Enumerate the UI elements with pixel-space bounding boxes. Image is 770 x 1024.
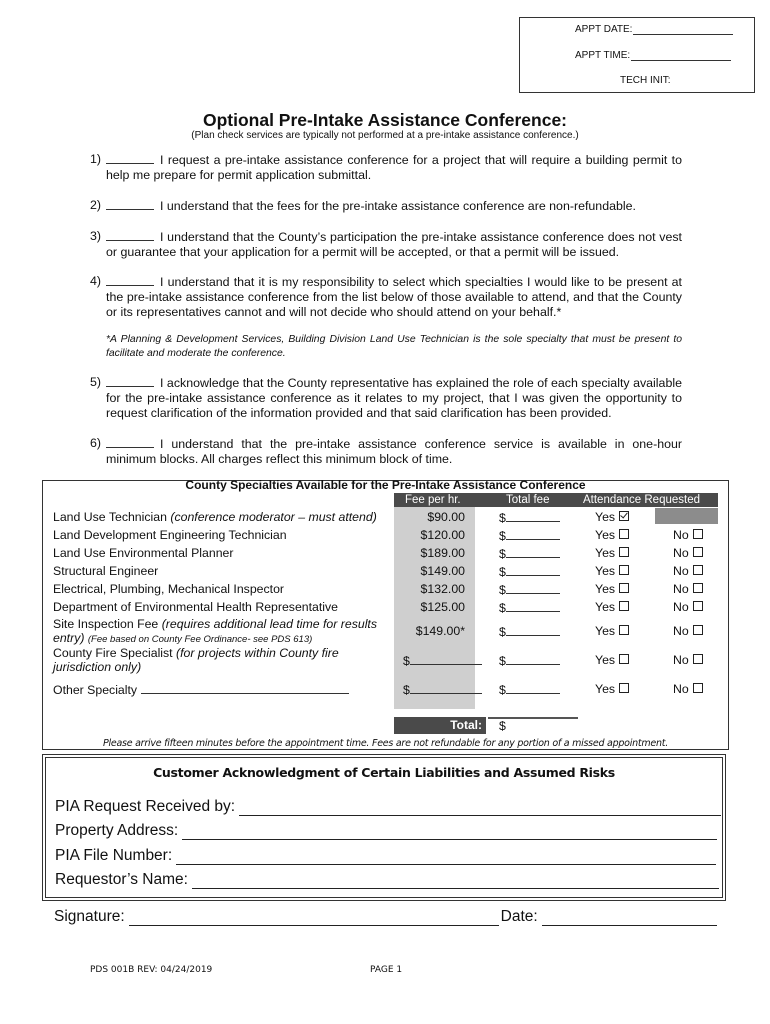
signature-row <box>54 908 717 926</box>
no-option[interactable] <box>673 682 703 696</box>
specialty-name <box>53 646 388 674</box>
no-checkbox[interactable] <box>693 654 703 664</box>
specialty-name <box>53 617 388 647</box>
specialty-note: (for projects within County fire jurisdiction only) <box>53 646 339 674</box>
no-option[interactable] <box>673 600 703 614</box>
yes-checkbox[interactable] <box>619 654 629 664</box>
specialties-table <box>42 480 729 750</box>
yes-option[interactable] <box>595 582 629 596</box>
total-fee-field[interactable] <box>506 653 560 665</box>
fee-value: $90.00 <box>427 510 465 524</box>
property-address-label: Property Address: <box>55 822 179 839</box>
statement-text: I acknowledge that the County representative has explained the role of each specialty available for the pre-intake assistance conference as it relates to my project, that I was given the opportunity to request clarification of the information provided and that said clarification has been provided. <box>106 376 682 420</box>
specialty-label: Land Use Technician <box>53 510 167 524</box>
specialty-note: (requires additional lead time for results entry) <box>53 617 378 645</box>
appt-time-label: APPT TIME: <box>575 50 631 61</box>
fee-value: $149.00* <box>415 624 465 638</box>
total-prefix: $ <box>499 529 506 543</box>
no-label: No <box>673 564 689 578</box>
yes-option[interactable] <box>595 564 629 578</box>
yes-option[interactable] <box>595 528 629 542</box>
fee-value: $125.00 <box>420 600 465 614</box>
page-title: Optional Pre-Intake Assistance Conference: <box>202 110 568 130</box>
yes-checkbox[interactable] <box>619 565 629 575</box>
other-specialty-field[interactable] <box>141 682 349 694</box>
specialty-name: Structural Engineer <box>53 564 159 578</box>
total-fee-field[interactable] <box>506 600 560 612</box>
statement-text: I understand that the fees for the pre-intake assistance conference are non-refundable. <box>160 199 636 213</box>
page-number: PAGE 1 <box>370 965 403 975</box>
specialty-note: *A Planning & Development Services, Building Division Land Use Technician is the sole specialty that must be present to facilitate and moderate the conference. <box>106 334 682 359</box>
yes-label: Yes <box>595 653 616 667</box>
initial-field[interactable] <box>106 229 154 241</box>
no-option[interactable] <box>673 528 703 542</box>
total-prefix: $ <box>499 583 506 597</box>
yes-label: Yes <box>595 510 616 524</box>
appt-date-field[interactable] <box>633 24 733 35</box>
specialty-label: County Fire Specialist <box>53 646 173 660</box>
total-fee-field[interactable] <box>506 682 560 694</box>
date-field[interactable] <box>542 909 717 926</box>
statement-number: 2) <box>90 198 102 212</box>
no-checkbox[interactable] <box>693 547 703 557</box>
yes-option[interactable] <box>595 653 629 667</box>
pia-received-field[interactable] <box>239 799 721 816</box>
total-fee-field[interactable] <box>506 624 560 636</box>
statement-number: 6) <box>90 436 102 450</box>
specialty-label: Other Specialty <box>53 683 138 697</box>
specialty-name <box>53 510 388 524</box>
total-prefix: $ <box>499 719 506 733</box>
total-prefix: $ <box>499 683 506 697</box>
no-checkbox[interactable] <box>693 583 703 593</box>
appt-date-row <box>575 24 733 35</box>
no-option[interactable] <box>673 653 703 667</box>
statement-number: 5) <box>90 375 102 389</box>
specialty-name: Department of Environmental Health Representative <box>53 600 339 614</box>
no-checkbox[interactable] <box>693 565 703 575</box>
statement-number: 3) <box>90 229 102 243</box>
appt-time-row <box>575 50 731 61</box>
appointment-box <box>519 17 755 93</box>
specialty-name <box>53 682 388 697</box>
initial-field[interactable] <box>106 152 154 164</box>
no-label: No <box>673 653 689 667</box>
no-label: No <box>673 528 689 542</box>
appt-time-field[interactable] <box>631 50 731 61</box>
yes-label: Yes <box>595 682 616 696</box>
no-option[interactable] <box>673 624 703 638</box>
total-prefix: $ <box>499 511 506 525</box>
statement-text: I understand that it is my responsibility to select which specialties I would like to be present at the pre-intake assistance conference from the list below of those available to attend, and that the County or its representatives cannot and will not decide who should attend on your behalf.* <box>106 275 682 319</box>
tech-init-label: TECH INIT: <box>620 75 671 86</box>
yes-option[interactable] <box>595 546 629 560</box>
requestor-name-label: Requestor’s Name: <box>55 871 188 888</box>
no-checkbox[interactable] <box>693 529 703 539</box>
revision-footer: PDS 001B REV: 04/24/2019 <box>90 965 213 975</box>
fee-value: $189.00 <box>420 546 465 560</box>
no-option[interactable] <box>673 546 703 560</box>
yes-checkbox[interactable] <box>619 529 629 539</box>
grand-total-field[interactable] <box>499 719 506 733</box>
yes-label: Yes <box>595 600 616 614</box>
col-total-header: Total fee <box>506 494 550 506</box>
requestor-name-field[interactable] <box>192 872 719 889</box>
initial-field[interactable] <box>106 198 154 210</box>
no-checkbox[interactable] <box>693 625 703 635</box>
yes-checkbox[interactable] <box>619 601 629 611</box>
yes-label: Yes <box>595 546 616 560</box>
pia-received-label: PIA Request Received by: <box>55 798 236 815</box>
initial-field[interactable] <box>106 274 154 286</box>
total-fee-field[interactable] <box>506 546 560 558</box>
property-address-field[interactable] <box>182 823 717 840</box>
no-option[interactable] <box>673 582 703 596</box>
yes-label: Yes <box>595 528 616 542</box>
signature-label: Signature: <box>54 908 125 925</box>
initial-field[interactable] <box>106 375 154 387</box>
page-subtitle: (Plan check services are typically not performed at a pre-intake assistance conference.) <box>191 130 579 141</box>
specialty-label: Site Inspection Fee <box>53 617 159 631</box>
total-fee-field[interactable] <box>506 510 560 522</box>
pia-file-number-row <box>55 847 716 865</box>
pia-file-number-field[interactable] <box>176 848 716 865</box>
yes-label: Yes <box>595 624 616 638</box>
requestor-name-row <box>55 871 719 889</box>
total-fee-field[interactable] <box>506 582 560 594</box>
yes-option[interactable] <box>595 600 629 614</box>
yes-checkbox[interactable] <box>619 547 629 557</box>
specialty-note: (conference moderator – must attend) <box>170 510 377 524</box>
col-attendance-header: Attendance Requested <box>583 494 701 506</box>
pia-file-number-label: PIA File Number: <box>55 847 173 864</box>
fee-value: $149.00 <box>420 564 465 578</box>
yes-checkbox-checked[interactable] <box>619 511 629 521</box>
no-option[interactable] <box>673 564 703 578</box>
yes-option[interactable] <box>595 682 629 696</box>
no-label: No <box>673 600 689 614</box>
no-label: No <box>673 682 689 696</box>
statement-text: I understand that the County’s participation the pre-intake assistance conference does not vest or guarantee that your application for a permit will be accepted, or that a permit will be issued. <box>106 230 682 259</box>
specialties-title: County Specialties Available for the Pre-Intake Assistance Conference <box>185 478 586 492</box>
date-label: Date: <box>500 908 538 925</box>
acknowledgment-title: Customer Acknowledgment of Certain Liabilities and Assumed Risks <box>153 765 615 780</box>
total-prefix: $ <box>499 547 506 561</box>
fee-field[interactable] <box>410 653 482 665</box>
fee-prefix: $ <box>403 654 410 668</box>
pia-received-row <box>55 798 721 816</box>
appt-date-label: APPT DATE: <box>575 24 633 35</box>
statement-text: I request a pre-intake assistance conference for a project that will require a building permit to help me prepare for permit application submittal. <box>106 153 682 182</box>
yes-option[interactable] <box>595 624 629 638</box>
total-prefix: $ <box>499 565 506 579</box>
arrival-note: Please arrive fifteen minutes before the appointment time. Fees are not refundable for any portion of a missed appointment. <box>103 738 668 749</box>
no-checkbox[interactable] <box>693 601 703 611</box>
tech-init-row <box>620 75 671 86</box>
fee-value: $132.00 <box>420 582 465 596</box>
total-fee-field[interactable] <box>506 528 560 540</box>
statement-text: I understand that the pre-intake assistance conference service is available in one-hour minimum blocks. All charges reflect this minimum block of time. <box>106 437 682 466</box>
statement-number: 1) <box>90 152 102 166</box>
yes-checkbox[interactable] <box>619 625 629 635</box>
specialty-name: Land Development Engineering Technician <box>53 528 287 542</box>
total-prefix: $ <box>499 625 506 639</box>
specialty-name: Electrical, Plumbing, Mechanical Inspector <box>53 582 285 596</box>
no-label: No <box>673 624 689 638</box>
yes-label: Yes <box>595 564 616 578</box>
initial-field[interactable] <box>106 436 154 448</box>
fee-value: $120.00 <box>420 528 465 542</box>
acknowledgment-box <box>42 754 726 901</box>
not-applicable-shade <box>655 508 718 524</box>
yes-checkbox[interactable] <box>619 583 629 593</box>
total-prefix: $ <box>499 601 506 615</box>
statement-number: 4) <box>90 274 102 288</box>
fee-prefix: $ <box>403 683 410 697</box>
total-fee-field[interactable] <box>506 564 560 576</box>
no-checkbox[interactable] <box>693 683 703 693</box>
fee-field[interactable] <box>410 682 482 694</box>
col-fee-header: Fee per hr. <box>405 494 461 506</box>
yes-checkbox[interactable] <box>619 683 629 693</box>
signature-field[interactable] <box>129 909 499 926</box>
yes-option[interactable] <box>595 510 629 524</box>
no-label: No <box>673 582 689 596</box>
yes-label: Yes <box>595 582 616 596</box>
fee-ordinance-note: (Fee based on County Fee Ordinance- see PDS 613) <box>87 634 313 645</box>
total-label: Total: <box>450 718 482 732</box>
total-prefix: $ <box>499 654 506 668</box>
specialty-name: Land Use Environmental Planner <box>53 546 234 560</box>
no-label: No <box>673 546 689 560</box>
property-address-row <box>55 822 717 840</box>
